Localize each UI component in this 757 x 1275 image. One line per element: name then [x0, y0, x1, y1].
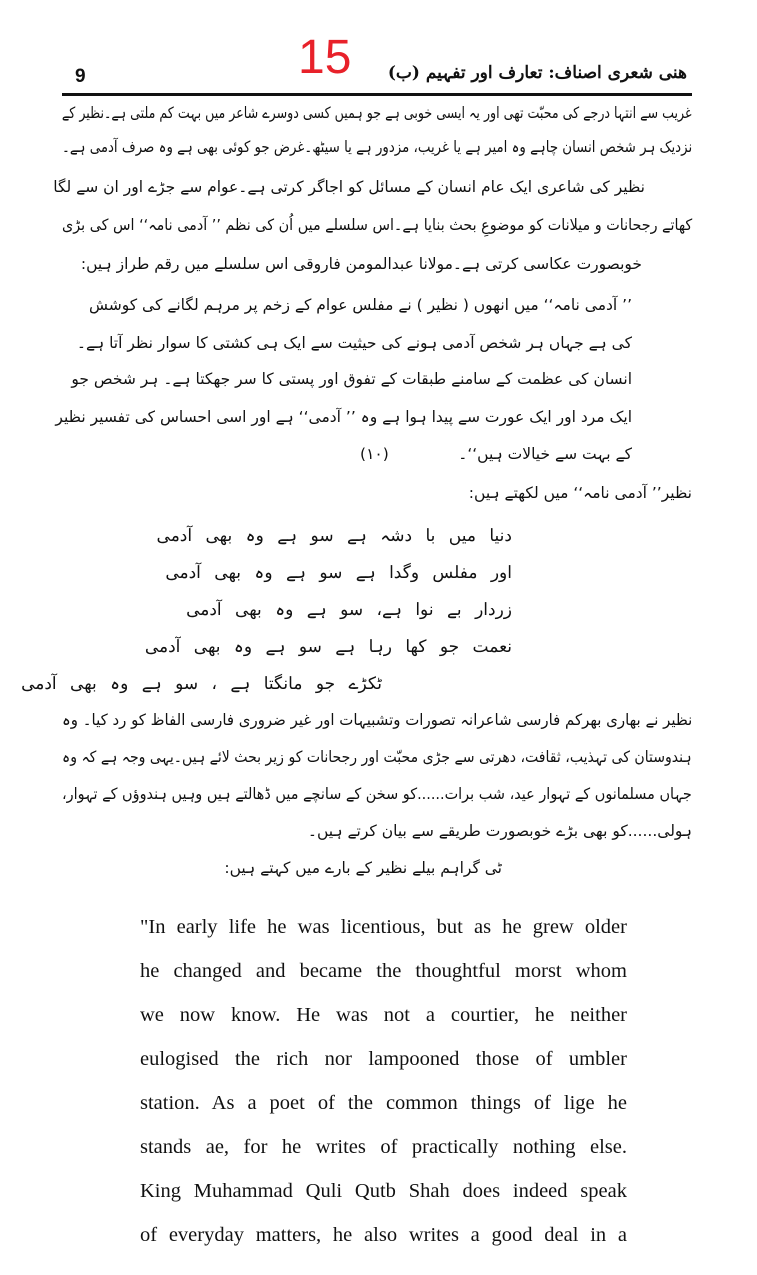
paragraph-line: جہاں مسلمانوں کے تہوار عید، شب برات......کو سخن کے سانچے میں ڈھالتے ہیں وہیں ہندوؤں کے تہوار، — [62, 785, 692, 803]
paragraph-line: نزدیک ہر شخص انسان چاہے وہ امیر ہے یا غریب، مزدور ہے یا سیٹھ۔غرض جو کوئی بھی ہے وہ صرف آدمی ہے۔ — [61, 138, 692, 156]
verse-line: دنیا میں با دشہ ہے سو ہے وہ بھی آدمی — [156, 526, 512, 546]
english-quote-line: eulogised the rich nor lampooned those of umbler — [140, 1048, 627, 1070]
english-quote-line: we now know. He was not a courtier, he neither — [140, 1004, 627, 1026]
english-quote-line: "In early life he was licentious, but as he grew older — [140, 916, 627, 938]
header-divider — [62, 93, 692, 96]
quote-line: ’’ آدمی نامہ‘‘ میں انھوں ( نظیر ) نے مفلس عوام کے زخم پر مرہم لگانے کی کوشش — [89, 296, 632, 314]
paragraph-line: ہولی......کو بھی بڑے خوبصورت طریقے سے بیان کرتے ہیں۔ — [307, 822, 692, 840]
quote-line: کی ہے جہاں ہر شخص آدمی ہونے کی حیثیت سے ایک ہی کشتی کا سوار نظر آتا ہے۔ — [76, 334, 632, 352]
english-quote-line: station. As a poet of the common things of lige he — [140, 1092, 627, 1114]
english-quote-line: King Muhammad Quli Qutb Shah does indeed speak — [140, 1180, 627, 1202]
verse-line: نعمت جو کھا رہا ہے سو ہے وہ بھی آدمی — [144, 637, 512, 657]
page-stamp-number: 15 — [298, 31, 352, 84]
verse-line: اور مفلس وگدا ہے سو ہے وہ بھی آدمی — [165, 563, 512, 583]
paragraph-line: خوبصورت عکاسی کرتی ہے۔مولانا عبدالمومن فاروقی اس سلسلے میں رقم طراز ہیں: — [80, 255, 642, 273]
english-quote-line: stands ae, for he writes of practically nothing else. — [140, 1136, 627, 1158]
running-header-title: ھنی شعری اصناف: تعارف اور تفہیم (ب) — [387, 63, 687, 83]
quote-line: کے بہت سے خیالات ہیں‘‘۔ — [458, 445, 632, 463]
quote-line: ایک مرد اور ایک عورت سے پیدا ہوا ہے وہ ’’ آدمی‘‘ ہے اور اسی احساس کی تفسیر نظیر — [55, 408, 632, 426]
paragraph-line: نظیر نے بھاری بھرکم فارسی شاعرانہ تصورات وتشبیہات اور غیر ضروری فارسی الفاظ کو رد کیا۔ وہ — [61, 711, 692, 729]
quote-intro-line: ٹی گراہم بیلے نظیر کے بارے میں کہتے ہیں: — [224, 859, 502, 877]
verse-intro-line: نظیر’’ آدمی نامہ‘‘ میں لکھتے ہیں: — [468, 484, 692, 502]
english-quote-line: he changed and became the thoughtful morst whom — [140, 960, 627, 982]
paragraph-line: ہندوستان کی تہذیب، ثقافت، دھرتی سے جڑی محبّت اور رجحانات کو زیر بحث لائے ہیں۔یہی وجہ ہے کہ وہ — [62, 748, 692, 766]
verse-line: زردار بے نوا ہے، سو ہے وہ بھی آدمی — [186, 600, 512, 620]
paragraph-line: کھاتے رجحانات و میلانات کو موضوعِ بحث بنایا ہے۔اس سلسلے میں اُن کی نظم ’’ آدمی نامہ‘‘ اس کی بڑی — [61, 216, 692, 234]
verse-line: ٹکڑے جو مانگتا ہے ، سو ہے وہ بھی آدمی — [21, 674, 382, 694]
paragraph-line: غریب سے انتہا درجے کی محبّت تھی اور یہ ایسی خوبی ہے جو ہمیں کسی دوسرے شاعر میں بہت کم ملتی ہے۔نظیر کے — [62, 104, 692, 122]
running-page-number: 9 — [75, 66, 86, 87]
quote-line: انسان کی عظمت کے سامنے طبقات کے تفوق اور پستی کا سر جھکتا ہے۔ ہر شخص جو — [71, 370, 632, 388]
citation-reference: (١٠) — [360, 445, 389, 463]
paragraph-line: نظیر کی شاعری ایک عام انسان کے مسائل کو اجاگر کرتی ہے۔عوام سے جڑے اور ان سے لگا — [53, 178, 645, 196]
english-quote-line: of everyday matters, he also writes a good deal in a — [140, 1224, 627, 1246]
